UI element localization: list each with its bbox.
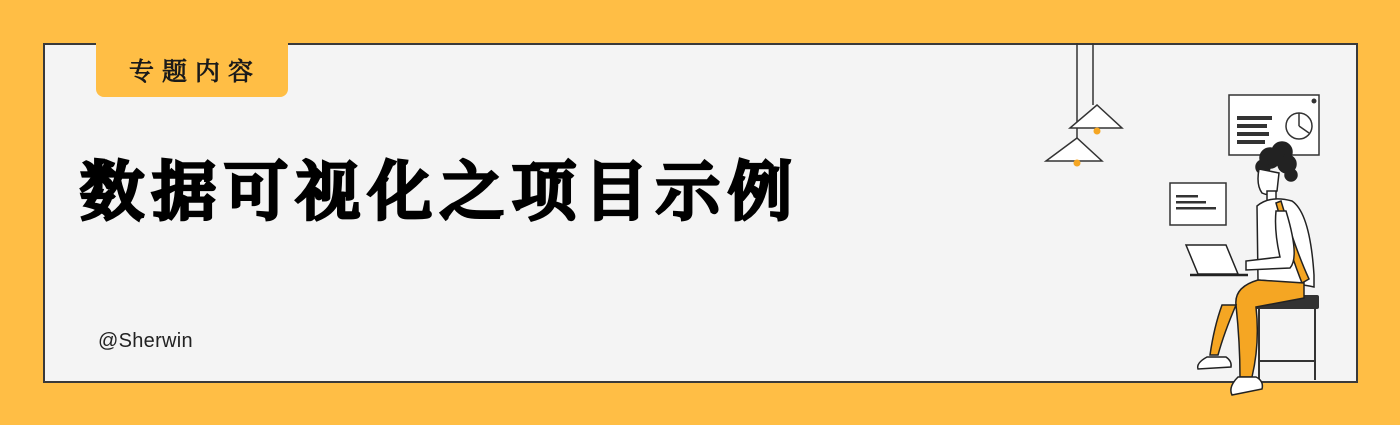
author-handle: @Sherwin (98, 330, 193, 352)
text-board-icon (1170, 183, 1226, 225)
topic-tag: 专题内容 (96, 43, 288, 97)
lamp-bulb-icon (1094, 128, 1101, 135)
stool-icon (1253, 295, 1319, 380)
laptop-icon (1186, 245, 1248, 275)
illustration (1000, 43, 1360, 423)
lamp-bulb-icon (1074, 160, 1081, 167)
banner-title: 数据可视化之项目示例 (80, 156, 800, 230)
ceiling-lamp-icon (1046, 43, 1122, 161)
